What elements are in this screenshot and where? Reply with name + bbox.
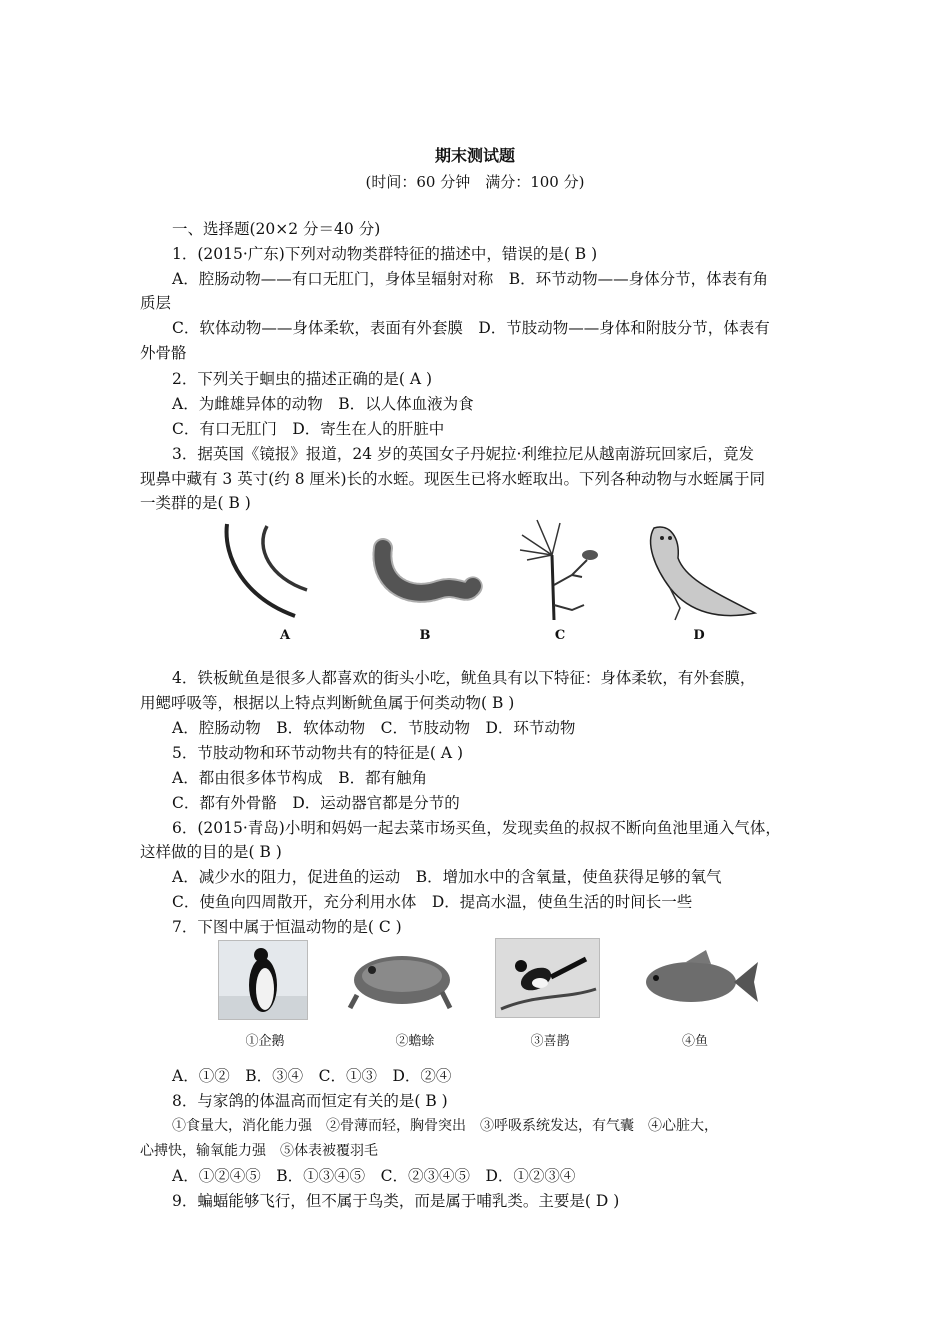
q5-options-cd: C．都有外骨骼 D．运动器官都是分节的 bbox=[172, 794, 460, 812]
magpie-photo bbox=[495, 938, 600, 1018]
q1-options-ab: A．腔肠动物——有口无肛门，身体呈辐射对称 B．环节动物——身体分节，体表有角 bbox=[172, 270, 769, 288]
q8-stem: 8．与家鸽的体温高而恒定有关的是( B ) bbox=[172, 1092, 448, 1110]
toad-photo bbox=[342, 940, 457, 1018]
q4-stem-2: 用鳃呼吸等，根据以上特点判断鱿鱼属于何类动物( B ) bbox=[140, 694, 515, 712]
fish-image bbox=[636, 946, 761, 1016]
section-heading: 一、选择题(20×2 分＝40 分) bbox=[172, 220, 381, 238]
q3-label-c: C bbox=[554, 628, 566, 643]
q7-label-fish: ④鱼 bbox=[681, 1034, 708, 1049]
flatworm-d-illustration bbox=[640, 518, 765, 623]
q2-options-ab: A．为雌雄异体的动物 B．以人体血液为食 bbox=[172, 395, 474, 413]
q5-stem: 5．节肢动物和环节动物共有的特征是( A ) bbox=[172, 744, 464, 762]
q2-options-cd: C．有口无肛门 D．寄生在人的肝脏中 bbox=[172, 420, 445, 438]
q8-info-2: 心搏快，输氧能力强 ⑤体表被覆羽毛 bbox=[140, 1143, 378, 1159]
fish-photo bbox=[636, 946, 761, 1016]
q1-options-cd: C．软体动物——身体柔软，表面有外套膜 D．节肢动物——身体和附肢分节，体表有 bbox=[172, 319, 770, 337]
penguin-photo bbox=[218, 940, 308, 1020]
penguin-image bbox=[219, 941, 307, 1019]
q3-stem-1: 3．据英国《镜报》报道，24 岁的英国女子丹妮拉·利维拉尼从越南游玩回家后，竟发 bbox=[172, 445, 754, 463]
q8-options: A．①②④⑤ B．①③④⑤ C．②③④⑤ D．①②③④ bbox=[172, 1167, 576, 1185]
q8-info-1: ①食量大，消化能力强 ②骨薄而轻，胸骨突出 ③呼吸系统发达，有气囊 ④心脏大， bbox=[172, 1118, 718, 1134]
q3-label-d: D bbox=[693, 628, 705, 643]
q1-options-ab-cont: 质层 bbox=[140, 294, 172, 312]
q9-stem: 9．蝙蝠能够飞行，但不属于鸟类，而是属于哺乳类。主要是( D ) bbox=[172, 1192, 620, 1210]
toad-image bbox=[342, 940, 457, 1018]
q3-stem-2: 现鼻中藏有 3 英寸(约 8 厘米)长的水蛭。现医生已将水蛭取出。下列各种动物与水蛭属于同 bbox=[140, 470, 766, 488]
q7-stem: 7．下图中属于恒温动物的是( C ) bbox=[172, 918, 402, 936]
q1-stem: 1．(2015·广东)下列对动物类群特征的描述中，错误的是( B ) bbox=[172, 245, 598, 263]
worm-a-illustration bbox=[215, 518, 315, 623]
q6-stem-1: 6．(2015·青岛)小明和妈妈一起去菜市场买鱼，发现卖鱼的叔叔不断向鱼池里通入气体， bbox=[172, 819, 781, 837]
page-title: 期末测试题 bbox=[434, 146, 515, 165]
q7-label-magpie: ③喜鹊 bbox=[530, 1034, 570, 1049]
q2-stem: 2．下列关于蛔虫的描述正确的是( A ) bbox=[172, 370, 433, 388]
q4-stem-1: 4．铁板鱿鱼是很多人都喜欢的街头小吃，鱿鱼具有以下特征：身体柔软，有外套膜， bbox=[172, 669, 756, 687]
q3-stem-3: 一类群的是( B ) bbox=[140, 494, 251, 512]
q7-label-toad: ②蟾蜍 bbox=[395, 1034, 435, 1049]
q1-options-cd-cont: 外骨骼 bbox=[140, 344, 187, 362]
q3-label-a: A bbox=[279, 628, 291, 643]
page-subtitle: (时间：60 分钟 满分：100 分) bbox=[365, 173, 585, 191]
q5-options-ab: A．都由很多体节构成 B．都有触角 bbox=[172, 769, 428, 787]
q6-options-ab: A．减少水的阻力，促进鱼的运动 B．增加水中的含氧量，使鱼获得足够的氧气 bbox=[172, 868, 722, 886]
q6-options-cd: C．使鱼向四周散开，充分利用水体 D．提高水温，使鱼生活的时间长一些 bbox=[172, 893, 693, 911]
q7-options: A．①② B．③④ C．①③ D．②④ bbox=[172, 1067, 452, 1085]
worm-b-illustration bbox=[368, 528, 483, 613]
q4-options: A．腔肠动物 B．软体动物 C．节肢动物 D．环节动物 bbox=[172, 719, 576, 737]
hydra-c-illustration bbox=[512, 515, 612, 625]
magpie-image bbox=[496, 939, 599, 1017]
q7-label-penguin: ①企鹅 bbox=[245, 1034, 285, 1049]
q6-stem-2: 这样做的目的是( B ) bbox=[140, 843, 282, 861]
q3-label-b: B bbox=[419, 628, 431, 643]
